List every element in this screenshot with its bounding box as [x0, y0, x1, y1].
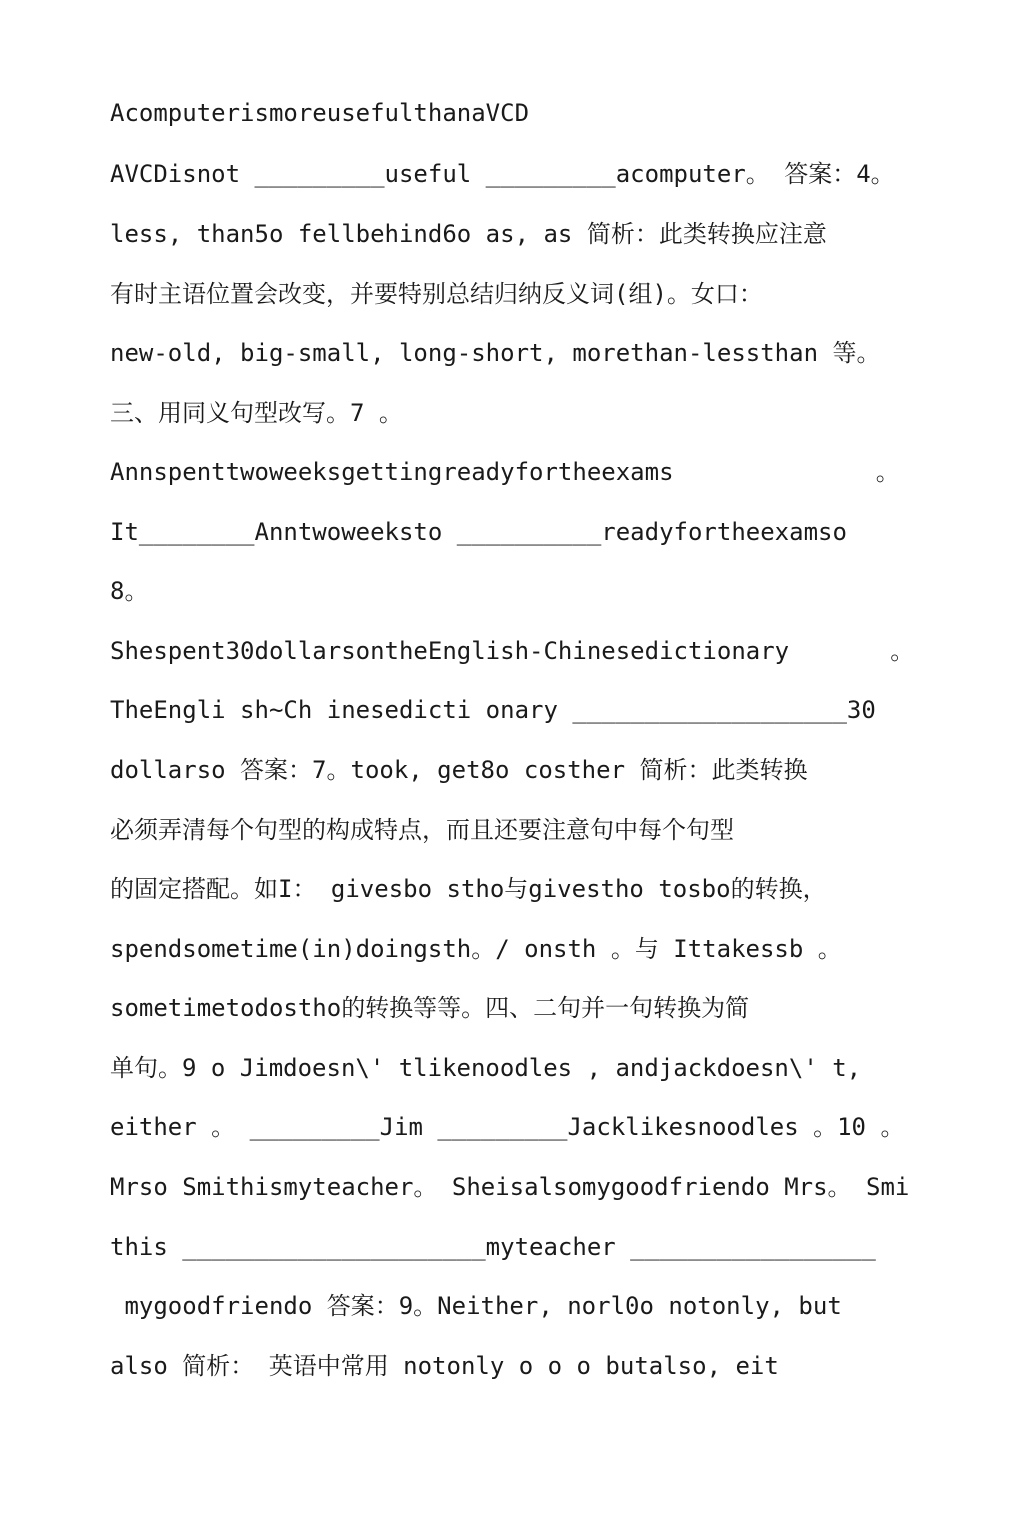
text-line: Shespent30dollarsontheEnglish-Chinesedictionary 。 — [110, 637, 915, 665]
text-line: spendsometime(in)doingsth。/ onsth 。与 Ittakessb 。 — [110, 935, 842, 963]
text-line: 的固定搭配。如I： givesbo stho与givestho tosbo的转换， — [110, 875, 827, 903]
text-line: mygoodfriendo 答案：9。Neither, norl0o notonly, but — [110, 1292, 842, 1320]
text-line: AVCDisnot _________useful _________acomputer。 答案：4。 — [110, 160, 895, 188]
text-line: sometimetodostho的转换等等。四、二句并一句转换为简 — [110, 994, 750, 1022]
text-line: 必须弄清每个句型的构成特点，而且还要注意句中每个句型 — [110, 816, 734, 844]
text-line: AcomputerismoreusefulthanaVCD — [110, 99, 530, 127]
text-line: Mrso Smithismyteacher。 Sheisalsomygoodfriendo Mrs。 Smi — [110, 1173, 910, 1201]
text-line: either 。 _________Jim _________Jacklikesnoodles 。10 。 — [110, 1113, 905, 1141]
text-line: TheEngli sh~Ch inesedicti onary ___________________30 — [110, 696, 876, 724]
text-line: 有时主语位置会改变，并要特别总结归纳反义词(组)。女口： — [110, 280, 763, 308]
text-line: 三、用同义句型改写。7 。 — [110, 399, 403, 427]
text-line: Annspenttwoweeksgettingreadyfortheexams 。 — [110, 458, 900, 486]
text-line: this _____________________myteacher _________________ — [110, 1233, 876, 1261]
text-line: new-old, big-small, long-short, morethan-lessthan 等。 — [110, 339, 881, 367]
text-line: It________Anntwoweeksto __________readyfortheexamso — [110, 518, 847, 546]
text-line: also 简析： 英语中常用 notonly o o o butalso, eit — [110, 1352, 779, 1380]
text-line: 8。 — [110, 577, 149, 605]
text-line: 单句。9 o Jimdoesn\' tlikenoodles , andjackdoesn\' t, — [110, 1054, 862, 1082]
text-line: less, than5o fellbehind6o as, as 简析：此类转换应注意 — [110, 220, 827, 248]
text-line: dollarso 答案：7。took, get8o costher 简析：此类转换 — [110, 756, 808, 784]
